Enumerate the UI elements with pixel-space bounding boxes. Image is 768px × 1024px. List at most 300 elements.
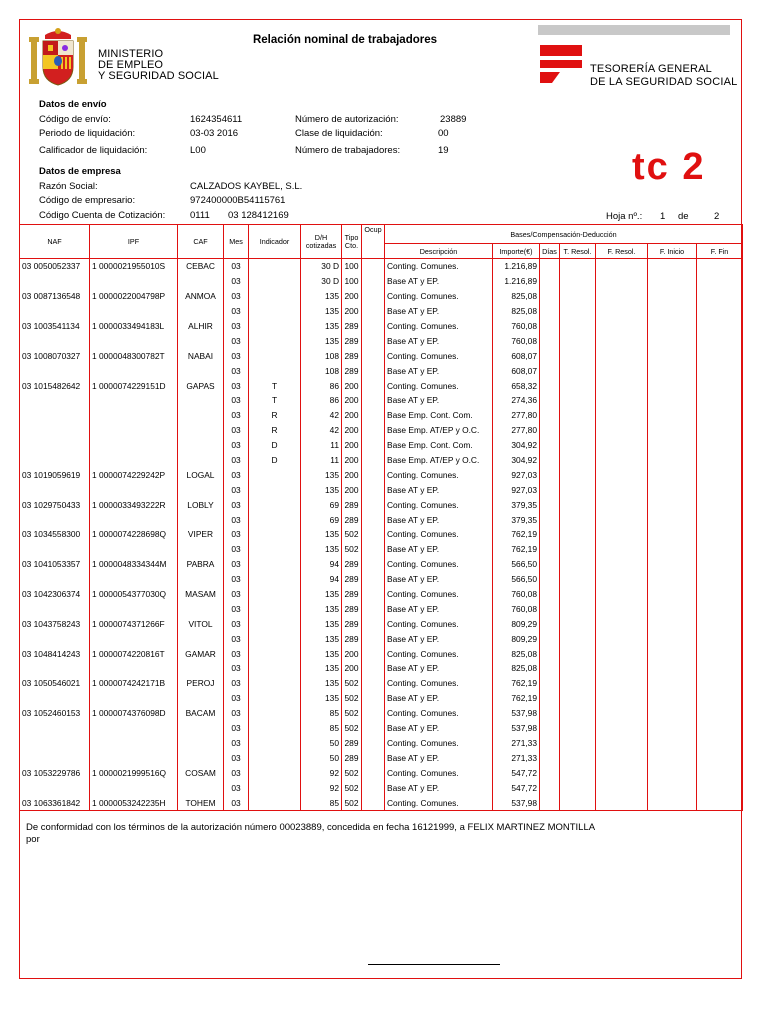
cell-desc: Base Emp. AT/EP y O.C. bbox=[385, 423, 493, 438]
cell-ffin bbox=[697, 378, 743, 393]
cell-caf bbox=[178, 691, 224, 706]
cell-desc: Conting. Comunes. bbox=[385, 348, 493, 363]
signature-line bbox=[368, 964, 500, 965]
cell-ffin bbox=[697, 542, 743, 557]
cell-finicio bbox=[648, 348, 697, 363]
cell-ffin bbox=[697, 557, 743, 572]
cell-tipo: 289 bbox=[342, 601, 362, 616]
ministry-line: DE EMPLEO bbox=[98, 59, 164, 71]
cell-ffin bbox=[697, 289, 743, 304]
cell-ind bbox=[249, 274, 301, 289]
cell-fresol bbox=[596, 587, 648, 602]
cell-tresol bbox=[560, 497, 596, 512]
cell-dias bbox=[540, 616, 560, 631]
table-row bbox=[20, 616, 743, 631]
table-row bbox=[20, 274, 743, 289]
cell-ffin bbox=[697, 780, 743, 795]
cell-dh: 135 bbox=[301, 289, 342, 304]
cell-tresol bbox=[560, 676, 596, 691]
cell-dh: 135 bbox=[301, 631, 342, 646]
table-row bbox=[20, 557, 743, 572]
cell-desc: Base AT y EP. bbox=[385, 750, 493, 765]
cell-fresol bbox=[596, 646, 648, 661]
cell-mes: 03 bbox=[224, 423, 249, 438]
cell-tresol bbox=[560, 616, 596, 631]
cell-dh: 30 D bbox=[301, 274, 342, 289]
tgss-logo-icon bbox=[538, 43, 584, 85]
cell-mes: 03 bbox=[224, 527, 249, 542]
cell-dias bbox=[540, 780, 560, 795]
ministry-name bbox=[98, 49, 219, 82]
cell-caf: TOHEM bbox=[178, 795, 224, 810]
cell-ocup bbox=[362, 676, 385, 691]
document-title: Relación nominal de trabajadores bbox=[252, 34, 438, 46]
cell-caf bbox=[178, 408, 224, 423]
cell-fresol bbox=[596, 661, 648, 676]
cell-fresol bbox=[596, 438, 648, 453]
cell-desc: Conting. Comunes. bbox=[385, 467, 493, 482]
cell-caf: VIPER bbox=[178, 527, 224, 542]
cell-ffin bbox=[697, 527, 743, 542]
table-row bbox=[20, 527, 743, 542]
cell-tipo: 289 bbox=[342, 363, 362, 378]
cell-ind bbox=[249, 601, 301, 616]
table-row bbox=[20, 363, 743, 378]
cell-tresol bbox=[560, 691, 596, 706]
hoja-de-label: de bbox=[678, 211, 689, 222]
cell-tresol bbox=[560, 348, 596, 363]
cell-ocup bbox=[362, 736, 385, 751]
ccc-value-b: 03 128412169 bbox=[228, 210, 289, 221]
cell-ocup bbox=[362, 438, 385, 453]
cell-finicio bbox=[648, 527, 697, 542]
cell-dh: 85 bbox=[301, 721, 342, 736]
calificador-value: L00 bbox=[190, 145, 206, 156]
cell-naf bbox=[20, 736, 90, 751]
cell-ind: D bbox=[249, 453, 301, 468]
cell-ffin bbox=[697, 646, 743, 661]
cell-ind bbox=[249, 467, 301, 482]
cell-tresol bbox=[560, 721, 596, 736]
cell-tresol bbox=[560, 527, 596, 542]
col-caf: CAF bbox=[178, 225, 224, 259]
cell-caf: LOBLY bbox=[178, 497, 224, 512]
cell-imp: 825,08 bbox=[493, 304, 540, 319]
cell-mes: 03 bbox=[224, 438, 249, 453]
cell-ocup bbox=[362, 423, 385, 438]
cell-fresol bbox=[596, 333, 648, 348]
cell-caf bbox=[178, 304, 224, 319]
cell-finicio bbox=[648, 274, 697, 289]
cell-desc: Conting. Comunes. bbox=[385, 497, 493, 512]
cell-mes: 03 bbox=[224, 274, 249, 289]
cell-finicio bbox=[648, 795, 697, 810]
cell-imp: 760,08 bbox=[493, 333, 540, 348]
cell-desc: Conting. Comunes. bbox=[385, 527, 493, 542]
cell-naf: 03 1043758243 bbox=[20, 616, 90, 631]
cell-dias bbox=[540, 750, 560, 765]
cell-tresol bbox=[560, 572, 596, 587]
cell-imp: 825,08 bbox=[493, 289, 540, 304]
table-row bbox=[20, 765, 743, 780]
cell-naf: 03 0050052337 bbox=[20, 259, 90, 274]
cell-tipo: 100 bbox=[342, 274, 362, 289]
cell-ipf: 1 0000074229242P bbox=[90, 467, 178, 482]
cell-finicio bbox=[648, 661, 697, 676]
col-dias: Días bbox=[540, 244, 560, 259]
cell-dias bbox=[540, 408, 560, 423]
cell-dias bbox=[540, 736, 560, 751]
cell-tipo: 200 bbox=[342, 304, 362, 319]
cell-finicio bbox=[648, 542, 697, 557]
cell-mes: 03 bbox=[224, 259, 249, 274]
cell-ffin bbox=[697, 467, 743, 482]
cell-fresol bbox=[596, 319, 648, 334]
cell-ffin bbox=[697, 572, 743, 587]
workers-table bbox=[19, 224, 743, 811]
cell-fresol bbox=[596, 497, 648, 512]
cell-naf bbox=[20, 661, 90, 676]
razon-label: Razón Social: bbox=[39, 181, 98, 192]
cell-fresol bbox=[596, 780, 648, 795]
tgss-name bbox=[590, 63, 737, 89]
table-row bbox=[20, 319, 743, 334]
cell-desc: Base AT y EP. bbox=[385, 572, 493, 587]
cell-finicio bbox=[648, 363, 697, 378]
cell-dh: 94 bbox=[301, 557, 342, 572]
cell-ind bbox=[249, 616, 301, 631]
cell-dias bbox=[540, 333, 560, 348]
cell-dh: 135 bbox=[301, 646, 342, 661]
cell-imp: 608,07 bbox=[493, 348, 540, 363]
cell-imp: 1.216,89 bbox=[493, 259, 540, 274]
cell-ind bbox=[249, 691, 301, 706]
table-row bbox=[20, 736, 743, 751]
cell-ffin bbox=[697, 348, 743, 363]
cell-desc: Base AT y EP. bbox=[385, 601, 493, 616]
cell-mes: 03 bbox=[224, 601, 249, 616]
col-ocup: Ocup bbox=[362, 225, 385, 259]
conformidad-line: De conformidad con los términos de la autorización número 00023889, concedida en fecha 16121999, a FELIX MARTINEZ MONTILLA bbox=[26, 822, 596, 833]
cell-tipo: 502 bbox=[342, 721, 362, 736]
cell-imp: 825,08 bbox=[493, 646, 540, 661]
cell-fresol bbox=[596, 393, 648, 408]
cell-caf bbox=[178, 363, 224, 378]
cell-mes: 03 bbox=[224, 721, 249, 736]
cell-ocup bbox=[362, 780, 385, 795]
cell-ffin bbox=[697, 393, 743, 408]
cell-ipf: 1 0000021955010S bbox=[90, 259, 178, 274]
cell-dias bbox=[540, 676, 560, 691]
cell-ffin bbox=[697, 587, 743, 602]
cell-tresol bbox=[560, 363, 596, 378]
calificador-label: Calificador de liquidación: bbox=[39, 145, 148, 156]
table-header-row bbox=[20, 225, 743, 244]
cell-fresol bbox=[596, 676, 648, 691]
cell-ipf: 1 0000054377030Q bbox=[90, 587, 178, 602]
cell-ipf bbox=[90, 721, 178, 736]
cell-ipf bbox=[90, 750, 178, 765]
cell-dias bbox=[540, 259, 560, 274]
cell-finicio bbox=[648, 304, 697, 319]
cell-ffin bbox=[697, 304, 743, 319]
cell-tresol bbox=[560, 408, 596, 423]
cell-fresol bbox=[596, 348, 648, 363]
cell-tipo: 289 bbox=[342, 319, 362, 334]
cell-mes: 03 bbox=[224, 378, 249, 393]
cell-finicio bbox=[648, 587, 697, 602]
cell-imp: 537,98 bbox=[493, 795, 540, 810]
cell-tipo: 289 bbox=[342, 587, 362, 602]
cell-ind bbox=[249, 557, 301, 572]
conformidad-por: por bbox=[26, 834, 40, 845]
cell-caf: NABAI bbox=[178, 348, 224, 363]
cell-ipf: 1 0000074376098D bbox=[90, 706, 178, 721]
cell-dh: 86 bbox=[301, 378, 342, 393]
cell-ipf: 1 0000074220816T bbox=[90, 646, 178, 661]
cell-fresol bbox=[596, 259, 648, 274]
cell-ipf: 1 0000021999516Q bbox=[90, 765, 178, 780]
table-row bbox=[20, 304, 743, 319]
table-row bbox=[20, 393, 743, 408]
cell-tipo: 502 bbox=[342, 542, 362, 557]
cell-imp: 277,80 bbox=[493, 408, 540, 423]
cell-dias bbox=[540, 661, 560, 676]
cell-dias bbox=[540, 378, 560, 393]
cell-ind bbox=[249, 319, 301, 334]
cell-desc: Base AT y EP. bbox=[385, 780, 493, 795]
ministry-line: MINISTERIO bbox=[98, 48, 164, 60]
cell-ipf: 1 0000053242235H bbox=[90, 795, 178, 810]
cell-caf bbox=[178, 780, 224, 795]
cell-imp: 809,29 bbox=[493, 631, 540, 646]
cell-imp: 537,98 bbox=[493, 706, 540, 721]
cell-ind bbox=[249, 676, 301, 691]
cell-desc: Base AT y EP. bbox=[385, 304, 493, 319]
cell-mes: 03 bbox=[224, 631, 249, 646]
cell-imp: 271,33 bbox=[493, 736, 540, 751]
cell-naf: 03 1052460153 bbox=[20, 706, 90, 721]
table-row bbox=[20, 691, 743, 706]
cell-ipf bbox=[90, 438, 178, 453]
cell-tresol bbox=[560, 333, 596, 348]
autorizacion-value: 23889 bbox=[440, 114, 467, 125]
cell-dh: 135 bbox=[301, 601, 342, 616]
cell-finicio bbox=[648, 765, 697, 780]
cell-mes: 03 bbox=[224, 542, 249, 557]
cell-tipo: 200 bbox=[342, 661, 362, 676]
cell-ffin bbox=[697, 601, 743, 616]
cell-ocup bbox=[362, 795, 385, 810]
table-row bbox=[20, 661, 743, 676]
cell-desc: Conting. Comunes. bbox=[385, 616, 493, 631]
cell-finicio bbox=[648, 408, 697, 423]
cell-imp: 825,08 bbox=[493, 661, 540, 676]
cell-desc: Conting. Comunes. bbox=[385, 319, 493, 334]
table-row bbox=[20, 676, 743, 691]
cell-finicio bbox=[648, 616, 697, 631]
cell-dias bbox=[540, 557, 560, 572]
cell-ind bbox=[249, 750, 301, 765]
cell-ind bbox=[249, 721, 301, 736]
cell-dias bbox=[540, 527, 560, 542]
cell-naf bbox=[20, 453, 90, 468]
cell-dias bbox=[540, 765, 560, 780]
cell-naf bbox=[20, 274, 90, 289]
cell-ocup bbox=[362, 691, 385, 706]
cell-imp: 379,35 bbox=[493, 512, 540, 527]
cell-imp: 277,80 bbox=[493, 423, 540, 438]
cell-tipo: 289 bbox=[342, 512, 362, 527]
cell-dias bbox=[540, 423, 560, 438]
cell-ipf bbox=[90, 453, 178, 468]
table-row bbox=[20, 795, 743, 810]
cell-caf bbox=[178, 601, 224, 616]
cell-naf bbox=[20, 721, 90, 736]
cell-naf bbox=[20, 572, 90, 587]
cell-desc: Conting. Comunes. bbox=[385, 259, 493, 274]
cell-caf bbox=[178, 721, 224, 736]
cell-mes: 03 bbox=[224, 348, 249, 363]
cell-naf bbox=[20, 601, 90, 616]
cell-ffin bbox=[697, 274, 743, 289]
cell-fresol bbox=[596, 542, 648, 557]
cell-fresol bbox=[596, 795, 648, 810]
cell-dias bbox=[540, 482, 560, 497]
cell-ind: R bbox=[249, 423, 301, 438]
cell-finicio bbox=[648, 423, 697, 438]
cell-dias bbox=[540, 706, 560, 721]
cell-fresol bbox=[596, 467, 648, 482]
cell-ipf bbox=[90, 333, 178, 348]
cell-ocup bbox=[362, 378, 385, 393]
cell-ind bbox=[249, 527, 301, 542]
cell-dias bbox=[540, 572, 560, 587]
cell-ind bbox=[249, 646, 301, 661]
cell-caf bbox=[178, 423, 224, 438]
cell-ocup bbox=[362, 497, 385, 512]
cell-ipf: 1 0000033493222R bbox=[90, 497, 178, 512]
cell-finicio bbox=[648, 706, 697, 721]
cell-ipf: 1 0000074371266F bbox=[90, 616, 178, 631]
cell-dias bbox=[540, 601, 560, 616]
cell-fresol bbox=[596, 527, 648, 542]
cell-imp: 608,07 bbox=[493, 363, 540, 378]
cell-caf: BACAM bbox=[178, 706, 224, 721]
cell-dh: 135 bbox=[301, 542, 342, 557]
cell-tipo: 100 bbox=[342, 259, 362, 274]
cell-dh: 108 bbox=[301, 348, 342, 363]
cell-naf bbox=[20, 438, 90, 453]
cell-tipo: 289 bbox=[342, 750, 362, 765]
cell-ffin bbox=[697, 736, 743, 751]
cell-ipf bbox=[90, 691, 178, 706]
cell-caf bbox=[178, 736, 224, 751]
cell-ffin bbox=[697, 363, 743, 378]
cell-finicio bbox=[648, 691, 697, 706]
cell-ind bbox=[249, 512, 301, 527]
hoja-label: Hoja nº.: bbox=[606, 211, 643, 222]
cell-mes: 03 bbox=[224, 736, 249, 751]
cell-mes: 03 bbox=[224, 497, 249, 512]
cell-ind bbox=[249, 542, 301, 557]
cell-dias bbox=[540, 587, 560, 602]
cell-finicio bbox=[648, 512, 697, 527]
cell-dh: 11 bbox=[301, 438, 342, 453]
cell-fresol bbox=[596, 363, 648, 378]
cell-tipo: 502 bbox=[342, 691, 362, 706]
table-row bbox=[20, 348, 743, 363]
cell-tipo: 200 bbox=[342, 393, 362, 408]
cell-imp: 547,72 bbox=[493, 780, 540, 795]
cell-dias bbox=[540, 438, 560, 453]
cell-tipo: 289 bbox=[342, 557, 362, 572]
cell-caf: MASAM bbox=[178, 587, 224, 602]
cell-dias bbox=[540, 721, 560, 736]
table-row bbox=[20, 587, 743, 602]
cell-fresol bbox=[596, 631, 648, 646]
cell-tresol bbox=[560, 438, 596, 453]
cell-ocup bbox=[362, 259, 385, 274]
cell-dias bbox=[540, 631, 560, 646]
cell-dh: 92 bbox=[301, 765, 342, 780]
cell-ind bbox=[249, 363, 301, 378]
cell-tresol bbox=[560, 289, 596, 304]
cell-caf: VITOL bbox=[178, 616, 224, 631]
table-row bbox=[20, 467, 743, 482]
codigo-envio-value: 1624354611 bbox=[190, 114, 243, 125]
cell-ipf bbox=[90, 631, 178, 646]
cell-dh: 85 bbox=[301, 795, 342, 810]
cell-dias bbox=[540, 795, 560, 810]
cell-imp: 927,03 bbox=[493, 467, 540, 482]
cell-ocup bbox=[362, 527, 385, 542]
cell-caf bbox=[178, 542, 224, 557]
col-indicador: Indicador bbox=[249, 225, 301, 259]
cell-dh: 50 bbox=[301, 736, 342, 751]
table-row bbox=[20, 780, 743, 795]
cell-imp: 379,35 bbox=[493, 497, 540, 512]
cell-ind: R bbox=[249, 408, 301, 423]
cell-ind bbox=[249, 661, 301, 676]
cell-finicio bbox=[648, 601, 697, 616]
table-row bbox=[20, 423, 743, 438]
cell-imp: 537,98 bbox=[493, 721, 540, 736]
tc2-stamp: tc 2 bbox=[632, 146, 706, 188]
cell-mes: 03 bbox=[224, 572, 249, 587]
cell-mes: 03 bbox=[224, 453, 249, 468]
cell-mes: 03 bbox=[224, 333, 249, 348]
conformidad-text bbox=[26, 822, 726, 846]
cell-imp: 760,08 bbox=[493, 587, 540, 602]
cell-ocup bbox=[362, 363, 385, 378]
cell-tresol bbox=[560, 453, 596, 468]
cell-tipo: 200 bbox=[342, 646, 362, 661]
cell-desc: Base Emp. AT/EP y O.C. bbox=[385, 453, 493, 468]
cell-tresol bbox=[560, 259, 596, 274]
cell-fresol bbox=[596, 750, 648, 765]
cell-naf: 03 1015482642 bbox=[20, 378, 90, 393]
cell-caf: CEBAC bbox=[178, 259, 224, 274]
cell-naf: 03 1003541134 bbox=[20, 319, 90, 334]
empresario-value: 972400000B54115761 bbox=[190, 195, 286, 206]
cell-desc: Conting. Comunes. bbox=[385, 587, 493, 602]
cell-ffin bbox=[697, 750, 743, 765]
cell-naf bbox=[20, 333, 90, 348]
cell-finicio bbox=[648, 736, 697, 751]
envio-section-title: Datos de envío bbox=[39, 99, 107, 110]
cell-mes: 03 bbox=[224, 467, 249, 482]
